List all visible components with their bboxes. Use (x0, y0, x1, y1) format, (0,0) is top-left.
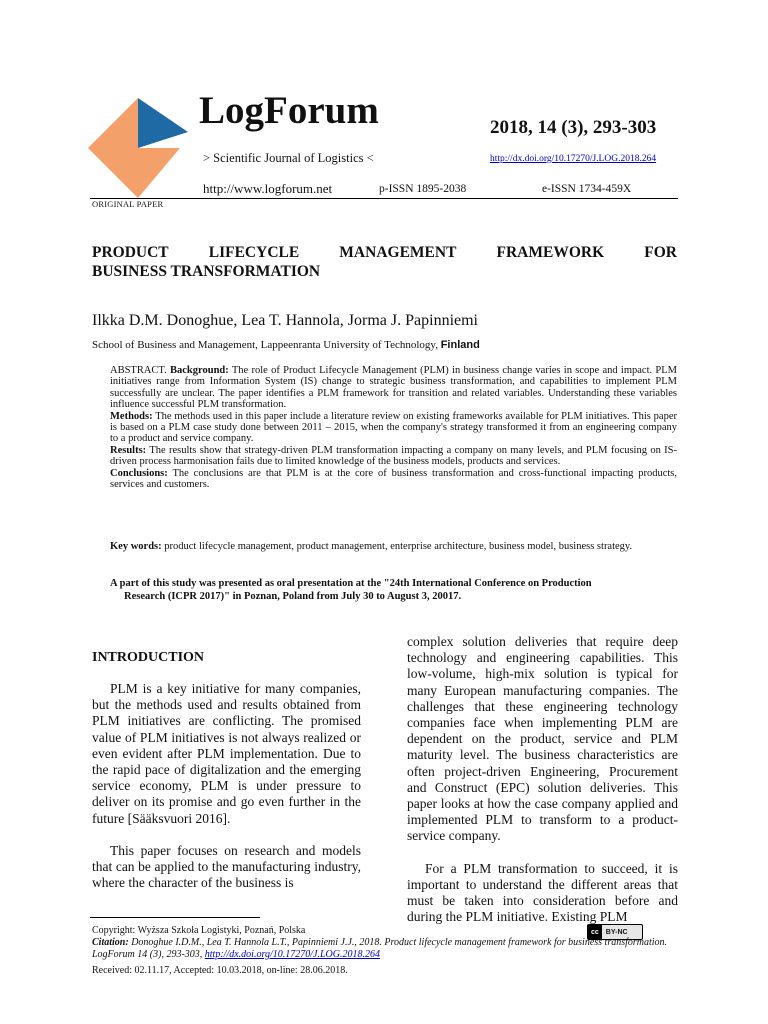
affiliation-country: Finland (440, 339, 480, 351)
paragraph: PLM is a key initiative for many companies, but the methods used and results obtained from PLM initiatives are conflicting. The promised value of PLM initiatives is not always realized or even evident after PLM implementation. Due to the rapid pace of digitalization and the emerging service economy, PLM is under pressure to deliver on its promise and go even further in the future [Sääksvuori 2016]. (92, 681, 361, 826)
license-type: BY-NC (605, 928, 628, 936)
keywords-label: Key words: (110, 541, 162, 552)
background-text: The role of Product Lifecycle Management (PLM) in business change varies in scope and impact. PLM initiatives range from Information System (IS) change to strategic business transformation, and capabilities to implement PLM successfully are unclear. The paper identifies a PLM framework for transition and related variables. Understanding these variables influence successful PLM transformation. (110, 365, 678, 411)
conclusions-label: Conclusions: (110, 467, 168, 479)
paper-title (92, 243, 677, 281)
abstract: ABSTRACT. Background: The role of Product Lifecycle Management (PLM) in business change varies in scope and impact. PLM initiatives range from Information System (IS) change to strategic business transformation, and capabilities to implement PLM successfully are unclear. The paper identifies a PLM framework for transition and related variables. Understanding these variables influence successful PLM transformation. Methods: The methods used in this paper include a literature review on existing frameworks available for PLM initiatives. This paper is based on a PLM case study done between 2011 – 2015, when the company's strategy transformed it from an engineering company to a product and service company. Results: The results show that strategy-driven PLM transformation impacting a company on many levels, and PLM focusing on IS-driven process harmonisation fails due to limited knowledge of the business models, products and services. Conclusions: The conclusions are that PLM is at the core of business transformation and cross-functional impacting products, services and customers. (110, 365, 678, 491)
citation-label: Citation: (92, 937, 129, 948)
logforum-logo-icon (88, 98, 188, 198)
abstract-label: ABSTRACT (110, 365, 165, 376)
paper-title-line-1 (92, 243, 677, 262)
doi-link[interactable]: http://dx.doi.org/10.17270/J.LOG.2018.264 (490, 154, 657, 164)
title-word: LIFECYCLE (208, 244, 300, 261)
conclusions-text: The conclusions are that PLM is at the core of business transformation and cross-functional impacting products, services and customers. (110, 467, 677, 491)
paper-title-line-2: BUSINESS TRANSFORMATION (92, 263, 321, 280)
title-word: PRODUCT (92, 244, 169, 261)
p-issn: p-ISSN 1895-2038 (379, 183, 467, 195)
keywords (110, 540, 677, 554)
e-issn: e-ISSN 1734-459X (542, 183, 632, 195)
conference-note: A part of this study was presented as oral presentation at the "24th International Conference on Production Research (ICPR 2017)" in Poznan, Poland from July 30 to August 3, 20017. (110, 578, 592, 602)
journal-subtitle: > Scientific Journal of Logistics < (203, 151, 374, 165)
footer-divider (90, 917, 260, 918)
paragraph: For a PLM transformation to succeed, it is important to understand the different areas that must be taken into consideration before and during the PLM initiative. Existing PLM (407, 860, 678, 925)
website-link[interactable]: http://www.logforum.net (203, 181, 333, 196)
title-word: FOR (644, 244, 677, 261)
title-word: FRAMEWORK (496, 244, 605, 261)
paper-type-label: ORIGINAL PAPER (92, 199, 164, 209)
journal-name: LogForum (199, 89, 379, 132)
introduction-heading: INTRODUCTION (92, 650, 205, 665)
methods-text: The methods used in this paper include a literature review on existing frameworks available for PLM initiatives. This paper is based on a PLM case study done between 2011 – 2015, when the company's strategy transformed it from an engineering company to a product and service company. (110, 410, 677, 445)
methods-label: Methods: (110, 410, 153, 422)
results-label: Results: (110, 444, 147, 456)
authors: Ilkka D.M. Donoghue, Lea T. Hannola, Jorma J. Papinniemi (92, 312, 478, 329)
header-divider (90, 198, 678, 199)
received-dates: Received: 02.11.17, Accepted: 10.03.2018, on-line: 28.06.2018. (92, 965, 348, 976)
results-text: The results show that strategy-driven PLM transformation impacting a company on many levels, and PLM focusing on IS-driven process harmonisation fails due to limited knowledge of the business models, products and services. (110, 444, 677, 468)
keywords-text: product lifecycle management, product management, enterprise architecture, business model, business strategy. (161, 541, 633, 552)
left-column (92, 681, 361, 891)
copyright: Copyright: Wyższa Szkoła Logistyki, Poznań, Polska (92, 925, 306, 936)
title-word: MANAGEMENT (339, 244, 457, 261)
background-label: Background: (170, 365, 229, 376)
paragraph: This paper focuses on research and models that can be applied to the manufacturing industry, where the character of the business is (92, 842, 361, 891)
volume-info: 2018, 14 (3), 293-303 (490, 117, 657, 138)
cc-icon: cc (588, 925, 602, 939)
citation-doi-link[interactable]: http://dx.doi.org/10.17270/J.LOG.2018.264 (204, 948, 380, 960)
right-column (407, 634, 678, 925)
citation: Citation: Donoghue I.D.M., Lea T. Hannola L.T., Papinniemi J.J., 2018. Product lifecycle management framework for business transformation. LogForum 14 (3), 293-303, http://dx.doi.org/10.17270/J.LOG.2018.264 (92, 937, 668, 960)
affiliation: School of Business and Management, Lappeenranta University of Technology, Finland (92, 339, 480, 351)
paragraph: complex solution deliveries that require deep technology and engineering capabilities. This low-volume, high-mix solution is typical for many European manufacturing companies. The challenges that these engineering technology companies face when implementing PLM are dependent on the product, service and PLM maturity level. The business characteristics are often project-driven Engineering, Procurement and Construct (EPC) solution deliveries. This paper looks at how the case company applied and implemented PLM to transform to a product-service company. (407, 634, 678, 844)
